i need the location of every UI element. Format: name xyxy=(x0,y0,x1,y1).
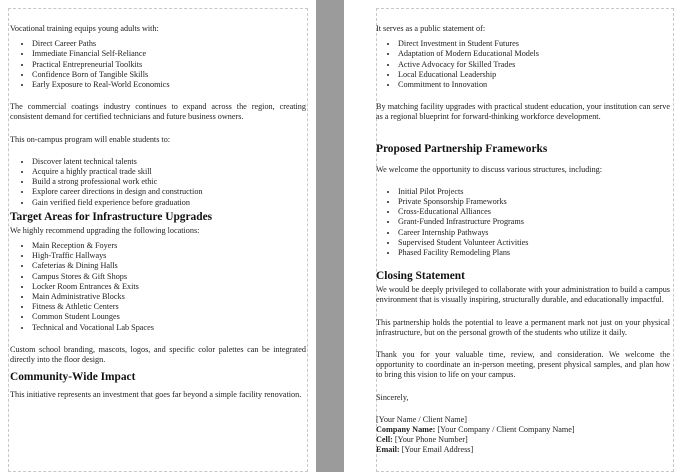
company-label: Company Name: xyxy=(376,425,436,435)
list-item: • Phased Facility Remodeling Plans xyxy=(398,248,670,258)
list-item: • Active Advocacy for Skilled Trades xyxy=(398,60,670,70)
company-value: [Your Company / Client Company Name] xyxy=(435,425,575,435)
list-item: • Immediate Financial Self-Reliance xyxy=(32,49,306,59)
signature-company xyxy=(376,425,670,435)
closing-paragraph-3: Thank you for your valuable time, review, and consideration. We welcome the opportunity to coordinate an in-person meeting, present physical samples, and plan how to bring this vision to life on your campus. xyxy=(376,350,670,380)
closing-paragraph-2: This partnership holds the potential to leave a permanent mark not just on your physical infrastructure, but on the personal growth of the students who utilize it daily. xyxy=(376,317,670,337)
branding-paragraph: Custom school branding, mascots, logos, and specific color palettes can be integrated directly into the floor design. xyxy=(10,344,306,365)
list-item: • Campus Stores & Gift Shops xyxy=(32,272,306,282)
list-item: • Gain verified field experience before graduation xyxy=(32,198,306,208)
list-item: • Locker Room Entrances & Exits xyxy=(32,282,306,292)
intro-list xyxy=(10,39,306,90)
list-item: • Cafeterias & Dining Halls xyxy=(32,261,306,271)
list-item: • Discover latent technical talents xyxy=(32,157,306,167)
list-item: • High-Traffic Hallways xyxy=(32,251,306,261)
list-item: • Main Reception & Foyers xyxy=(32,241,306,251)
list-item: • Fitness & Athletic Centers xyxy=(32,302,306,312)
closing-heading: Closing Statement xyxy=(376,270,465,283)
list-item: • Initial Pilot Projects xyxy=(398,187,670,197)
list-item: • Private Sponsorship Frameworks xyxy=(398,197,670,207)
statement-list xyxy=(376,39,670,90)
list-item: • Supervised Student Volunteer Activities xyxy=(398,238,670,248)
page-left-content xyxy=(10,24,306,400)
partnership-list xyxy=(376,187,670,258)
community-paragraph: This initiative represents an investment that goes far beyond a simple facility renovation. xyxy=(10,390,302,400)
email-value: [Your Email Address] xyxy=(399,445,474,455)
target-areas-heading: Target Areas for Infrastructure Upgrades xyxy=(10,210,213,223)
page-right-content xyxy=(376,24,670,456)
list-item: • Build a strong professional work ethic xyxy=(32,177,306,187)
sincerely-text: Sincerely, xyxy=(376,392,409,402)
list-item: • Direct Investment in Student Futures xyxy=(398,39,670,49)
statement-intro: It serves as a public statement of: xyxy=(376,24,486,33)
list-item: • Acquire a highly practical trade skill xyxy=(32,167,306,177)
target-list xyxy=(10,241,306,333)
program-intro: This on-campus program will enable students to: xyxy=(10,134,171,144)
list-item: • Cross-Educational Alliances xyxy=(398,207,670,217)
list-item: • Confidence Born of Tangible Skills xyxy=(32,70,306,80)
list-item: • Practical Entrepreneurial Toolkits xyxy=(32,60,306,70)
partnership-heading: Proposed Partnership Frameworks xyxy=(376,142,548,155)
industry-paragraph: The commercial coatings industry continues to expand across the region, creating consistent demand for certified technicians and future business owners. xyxy=(10,102,306,122)
cell-value: [Your Phone Number] xyxy=(392,435,468,445)
list-item: • Commitment to Innovation xyxy=(398,80,670,90)
list-item: • Local Educational Leadership xyxy=(398,70,670,80)
target-intro: We highly recommend upgrading the following locations: xyxy=(10,225,200,235)
list-item: • Adaptation of Modern Educational Models xyxy=(398,49,670,59)
community-impact-heading: Community-Wide Impact xyxy=(10,371,136,384)
list-item: • Direct Career Paths xyxy=(32,39,306,49)
intro-text: Vocational training equips young adults with: xyxy=(10,24,159,33)
matching-paragraph: By matching facility upgrades with practical student education, your institution can serve as a regional blueprint for forward-thinking workforce development. xyxy=(376,102,670,122)
signature-email xyxy=(376,445,670,455)
partnership-intro: We welcome the opportunity to discuss various structures, including: xyxy=(376,164,603,174)
program-list xyxy=(10,157,306,208)
list-item: • Explore career directions in design and construction xyxy=(32,187,306,197)
list-item: • Grant-Funded Infrastructure Programs xyxy=(398,217,670,227)
list-item: • Common Student Lounges xyxy=(32,312,306,322)
list-item: • Career Internship Pathways xyxy=(398,228,670,238)
list-item: • Main Administrative Blocks xyxy=(32,292,306,302)
email-label: Email: xyxy=(376,445,400,455)
signature-name: [Your Name / Client Name] xyxy=(376,414,468,424)
closing-paragraph-1: We would be deeply privileged to collaborate with your administration to build a campus environment that is visually inspiring, structurally durable, and educationally impactful. xyxy=(376,285,670,305)
list-item: • Early Exposure to Real-World Economics xyxy=(32,80,306,90)
signature-block xyxy=(376,415,670,456)
cell-label: Cell: xyxy=(376,435,393,445)
signature-cell xyxy=(376,435,670,445)
list-item: • Technical and Vocational Lab Spaces xyxy=(32,323,306,333)
